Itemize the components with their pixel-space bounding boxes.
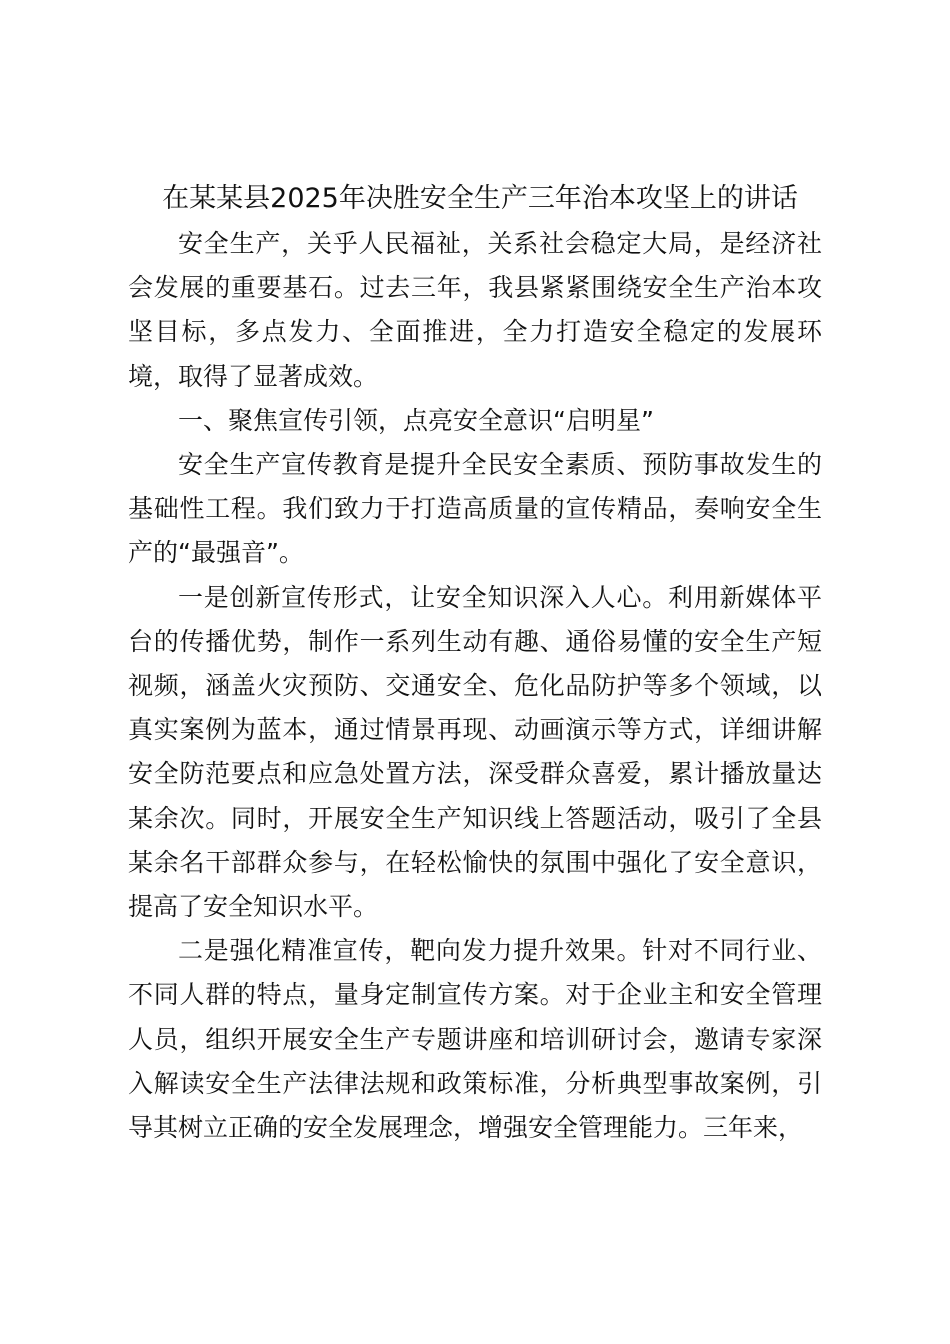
paragraph-point-one: 一是创新宣传形式，让安全知识深入人心。利用新媒体平台的传播优势，制作一系列生动有趣、通俗易懂的安全生产短视频，涵盖火灾预防、交通安全、危化品防护等多个领域，以真实案例为蓝本，通过情景再现、动画演示等方式，详细讲解安全防范要点和应急处置方法，深受群众喜爱，累计播放量达某余次。同时，开展安全生产知识线上答题活动，吸引了全县某余名干部群众参与，在轻松愉快的氛围中强化了安全意识，提高了安全知识水平。: [128, 582, 822, 922]
paragraph-section-intro: 安全生产宣传教育是提升全民安全素质、预防事故发生的基础性工程。我们致力于打造高质量的宣传精品，奏响安全生产的“最强音”。: [128, 450, 822, 568]
document-title: 在某某县2025年决胜安全生产三年治本攻坚上的讲话: [162, 183, 798, 214]
paragraph-point-two: 二是强化精准宣传，靶向发力提升效果。针对不同行业、不同人群的特点，量身定制宣传方案。对于企业主和安全管理人员，组织开展安全生产专题讲座和培训研讨会，邀请专家深入解读安全生产法律法规和政策标准，分析典型事故案例，引导其树立正确的安全发展理念，增强安全管理能力。三年来，: [128, 936, 822, 1143]
paragraph-intro: 安全生产，关乎人民福祉，关系社会稳定大局，是经济社会发展的重要基石。过去三年，我县紧紧围绕安全生产治本攻坚目标，多点发力、全面推进，全力打造安全稳定的发展环境，取得了显著成效。: [128, 229, 822, 391]
document-body: [128, 222, 822, 1150]
section-heading: 一、聚焦宣传引领，点亮安全意识“启明星”: [178, 405, 654, 435]
